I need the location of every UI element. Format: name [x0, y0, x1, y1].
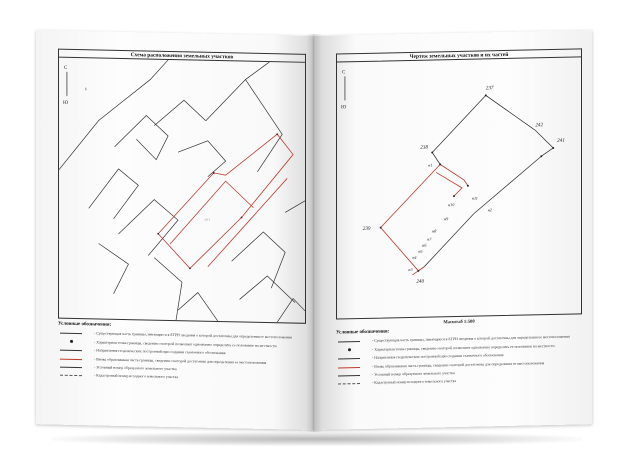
- legend-red-line-symbol: [336, 365, 364, 371]
- right-legend: [336, 326, 582, 390]
- book-shadow: [52, 432, 582, 446]
- subject-parcel: [158, 132, 293, 271]
- new-boundary: [381, 164, 468, 276]
- point-label: 237: [485, 85, 494, 92]
- right-page: [314, 30, 592, 430]
- legend-line-symbol: [58, 348, 86, 354]
- left-legend: [58, 323, 306, 387]
- parcel-drawing: [337, 57, 581, 318]
- north-label: С: [63, 65, 68, 71]
- legend-item-text: - Существующая часть границы, имеющиеся в ЕГРН сведения о которой достаточны для определения ее местоположения: [94, 331, 292, 340]
- parcel-number: :ЗУ1: [203, 217, 211, 222]
- legend-item-text: - Характерная точка границы, сведения о которой позволяют однозначно определить ее положение на местности: [94, 340, 277, 349]
- point-label: н11: [471, 195, 478, 201]
- legend-line-symbol: [336, 339, 364, 345]
- point-label: н9: [444, 216, 449, 222]
- neighbor-parcels: [59, 58, 305, 323]
- point-label: н3: [408, 266, 413, 273]
- arrow-mark: s: [84, 87, 87, 93]
- point-label: 239: [362, 225, 371, 232]
- legend-dash-symbol: [336, 381, 364, 387]
- point-label: н7: [427, 236, 432, 242]
- point-label: н4: [412, 254, 417, 260]
- south-label: Ю: [62, 100, 69, 106]
- point-label: 242: [535, 122, 544, 129]
- right-page-title: Чертеж земельных участков и их частей: [336, 48, 582, 62]
- location-scheme-frame: [58, 57, 306, 324]
- south-label: Ю: [340, 105, 347, 111]
- legend-item: [336, 377, 582, 387]
- legend-item-text: - Вновь образованная часть границы, сведения о которой достаточны для определения ее местоположения: [94, 356, 267, 365]
- legend-line-symbol: [58, 365, 86, 371]
- point-label: н6: [422, 242, 427, 248]
- boundary-points: [380, 93, 555, 273]
- point-label: н2: [487, 207, 492, 213]
- legend-heading: Условные обозначения:: [58, 321, 112, 328]
- legend-item-text: - Направления геодезических построений при создании съемочного обоснования: [94, 348, 226, 356]
- legend-item-text: - Условный номер образуемого земельного участка: [94, 365, 177, 372]
- location-scheme-map: [59, 58, 305, 323]
- legend-item-text: - Вновь образованная часть границы, сведения о которой достаточны для определения ее местоположения: [372, 360, 545, 369]
- legend-line-symbol: [336, 356, 364, 362]
- drawing-scale: Масштаб 1:500: [443, 318, 475, 325]
- legend-item-text: - Условный номер образуемого земельного участка: [372, 371, 455, 377]
- legend-item-text: - Существующая часть границы, имеющиеся в ЕГРН сведения о которой достаточны для определения ее местоположения: [372, 335, 570, 344]
- legend-line-symbol: [58, 331, 86, 337]
- legend-item: [58, 373, 306, 383]
- legend-dot-symbol: [336, 348, 364, 354]
- north-label: С: [341, 70, 346, 76]
- legend-heading: Условные обозначения:: [336, 329, 390, 336]
- point-label: 238: [420, 144, 429, 151]
- legend-dot-symbol: [58, 339, 86, 345]
- left-page-title: Схема расположения земельных участков: [58, 49, 306, 63]
- point-labels: [363, 84, 566, 286]
- point-label: н5: [418, 248, 423, 254]
- point-label: н8: [432, 228, 437, 234]
- legend-item-text: - Характерная точка границы, сведения о которой позволяют однозначно определить ее положение на местности: [372, 343, 555, 352]
- legend-line-symbol: [336, 373, 364, 379]
- legend-item-text: - Кадастровый номер исходного земельного участка: [372, 379, 457, 386]
- point-label: 240: [416, 278, 425, 285]
- new-point-labels: [408, 161, 491, 272]
- point-label: н10: [448, 202, 455, 208]
- left-page: [36, 30, 314, 430]
- legend-red-line-symbol: [58, 356, 86, 362]
- legend-item-text: - Направления геодезических построений при создании съемочного обоснования: [372, 353, 504, 360]
- point-label: н1: [428, 162, 433, 168]
- drawing-frame: [336, 56, 582, 319]
- legend-item-text: - Кадастровый номер исходного земельного участка: [94, 373, 179, 380]
- legend-dash-symbol: [58, 373, 86, 379]
- point-label: 241: [557, 137, 565, 144]
- existing-boundary: [424, 94, 553, 267]
